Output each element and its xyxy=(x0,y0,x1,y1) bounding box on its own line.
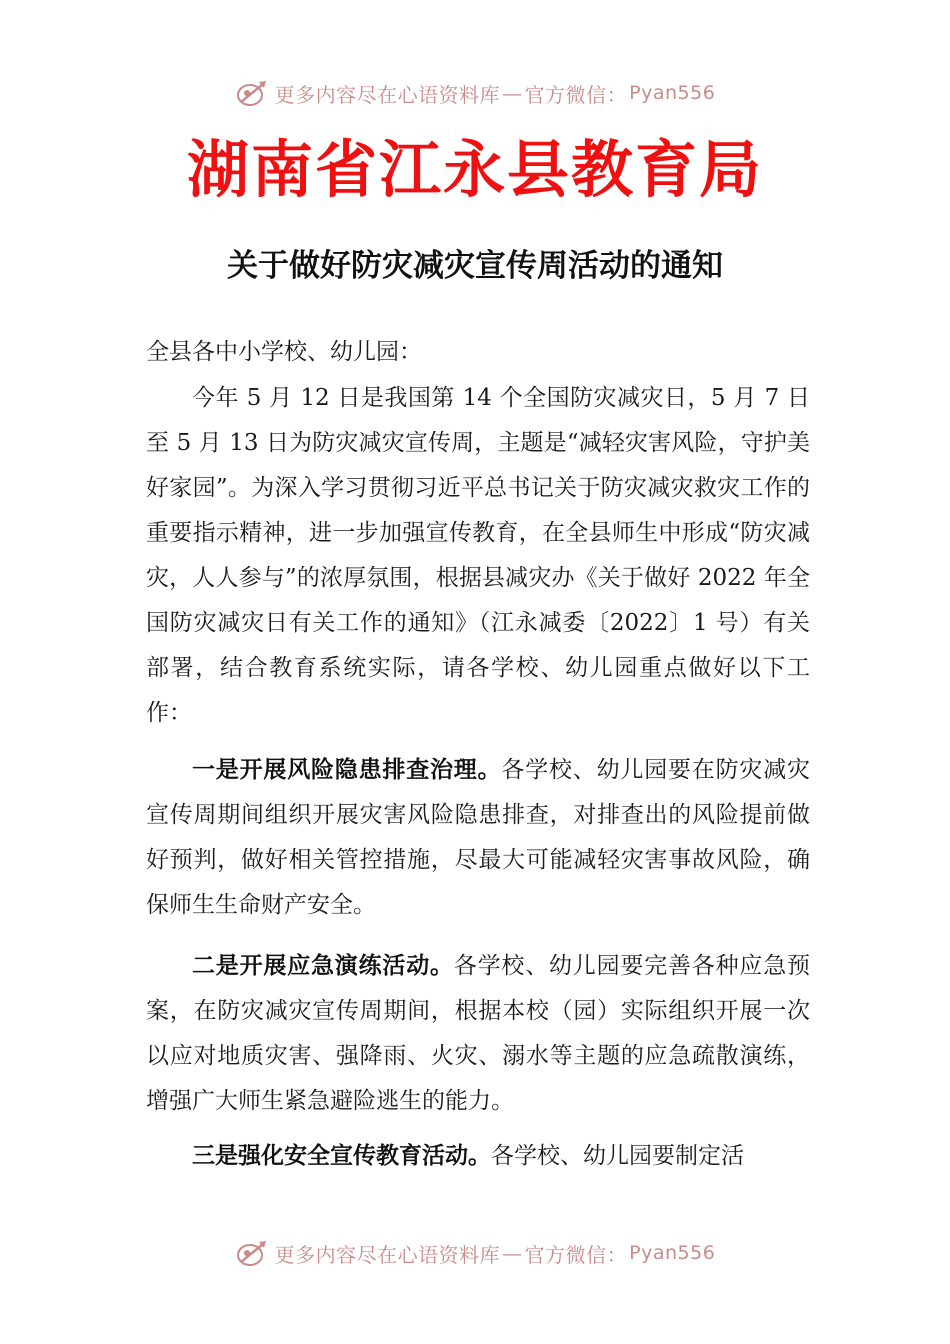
salutation: 全县各中小学校、幼儿园： xyxy=(146,339,422,365)
intro-paragraph: 今年 5 月 12 日是我国第 14 个全国防灾减灾日，5 月 7 日至 5 月 13 日为防灾减灾宣传周，主题是“减轻灾害风险，守护美好家园”。为深入学习贯彻习近平总书记关于防灾减灾救灾工作的重要指示精神，进一步加强宣传教育，在全县师生中形成“防灾减灾，人人参与”的浓厚氛围，根据县减灾办《关于做好 2022 年全国防灾减灾日有关工作的通知》（江永减委〔2022〕1 号）有关部署，结合教育系统实际，请各学校、幼儿园重点做好以下工作： xyxy=(146,385,810,726)
item-paragraph xyxy=(146,944,810,1124)
watermark-wechat-label: 官方微信： xyxy=(524,82,628,107)
watermark-footer xyxy=(0,1238,950,1268)
watermark-wechat-label: 官方微信： xyxy=(524,1242,628,1267)
document-title: 关于做好防灾减灾宣传周活动的通知 xyxy=(227,248,723,284)
watermark-wechat-id: Pyan556 xyxy=(629,1242,716,1264)
watermark-separator: — xyxy=(502,81,523,105)
item-heading: 一是开展风险隐患排查治理。 xyxy=(192,757,502,783)
item-text: 各学校、幼儿园要完善各种应急预案，在防灾减灾宣传周期间，根据本校（园）实际组织开展一次以应对地质灾害、强降雨、火灾、溺水等主题的应急疏散演练，增强广大师生紧急避险逃生的能力。 xyxy=(146,953,811,1114)
item-heading: 三是强化安全宣传教育活动。 xyxy=(192,1143,491,1169)
item-paragraph xyxy=(146,1134,810,1179)
watermark-text: 更多内容尽在心语资料库 xyxy=(274,1242,501,1267)
watermark-wechat-id: Pyan556 xyxy=(629,82,716,104)
watermark-separator: — xyxy=(502,1241,523,1265)
watermark-text: 更多内容尽在心语资料库 xyxy=(274,82,501,107)
logo-icon xyxy=(235,1238,269,1268)
item-text: 各学校、幼儿园要在防灾减灾宣传周期间组织开展灾害风险隐患排查，对排查出的风险提前做好预判，做好相关管控措施，尽最大可能减轻灾害事故风险，确保师生生命财产安全。 xyxy=(146,757,811,918)
item-heading: 二是开展应急演练活动。 xyxy=(192,953,454,979)
org-title: 湖南省江永县教育局 xyxy=(186,133,763,206)
item-text: 各学校、幼儿园要制定活 xyxy=(491,1143,744,1169)
document-body xyxy=(146,330,810,1179)
item-paragraph xyxy=(146,748,810,928)
watermark-header xyxy=(0,78,950,108)
logo-icon xyxy=(235,78,269,108)
